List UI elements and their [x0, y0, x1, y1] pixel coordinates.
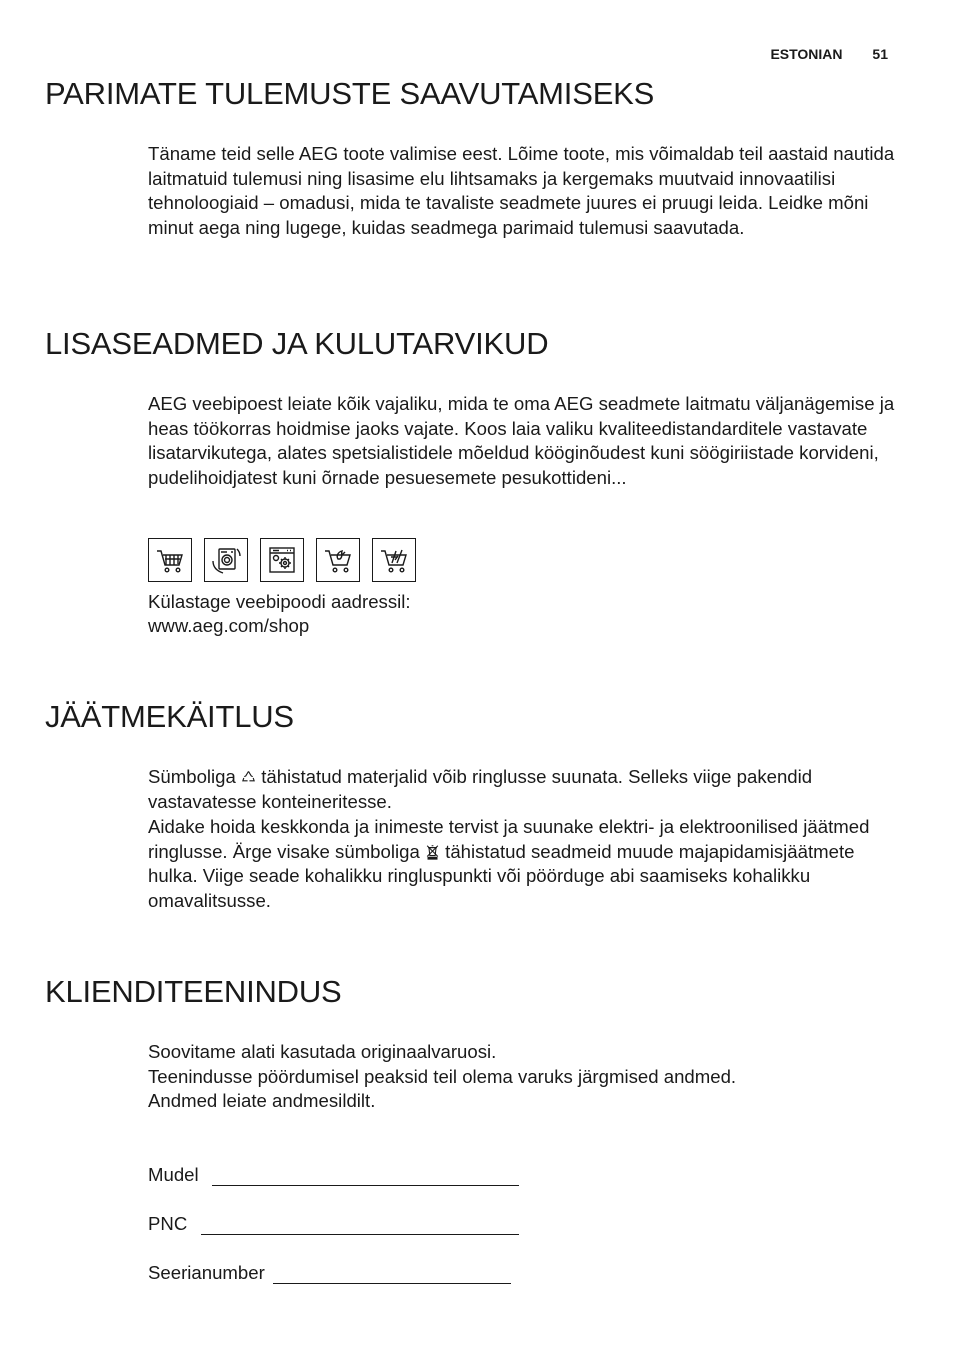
model-field-label: Mudel [148, 1164, 199, 1185]
disposal-p1-end: tähistatud materjalid võib ringlusse suunata. Selleks viige pakendid vastavatesse konteineritesse. [148, 766, 813, 812]
service-line-3: Andmed leiate andmesildilt. [148, 1090, 376, 1111]
serial-number-field-label: Seerianumber [148, 1262, 265, 1283]
language-label: ESTONIAN [770, 46, 843, 62]
pnc-field[interactable] [148, 1213, 519, 1235]
accessories-paragraph: AEG veebipoest leiate kõik vajaliku, mida te oma AEG seadmete laitmatu väljanägemise ja heas töökorras hoidmise jaoks vajate. Koos laia valiku kvaliteedistandarditele vastavate lisatarvikutega, alates spetsialistidele mõeldud kööginõudest kuni söögiriistade korvideni, pudelihoidjatest kuni õrnade pesuesemete pesukottideni... [148, 393, 895, 488]
section-title-accessories: LISASEADMED JA KULUTARVIKUD [45, 326, 549, 361]
shop-url-link[interactable]: www.aeg.com/shop [148, 615, 310, 636]
crossed-bin-icon [425, 844, 440, 860]
disposal-p2-end: tähistatud seadmeid muude majapidamisjäätmete hulka. Viige seade kohalikku ringluspunkti või pöörduge abi saamiseks kohalikku omavalitsusse. [148, 840, 855, 911]
model-field[interactable] [148, 1164, 519, 1186]
page-number: 51 [872, 46, 888, 62]
section-title-customer-service: KLIENDITEENINDUS [45, 974, 342, 1009]
serial-number-field[interactable] [148, 1262, 511, 1284]
section-title-disposal: JÄÄTMEKÄITLUS [45, 699, 294, 734]
disposal-paragraph-1 [148, 765, 898, 814]
cart-bottle-icon [316, 538, 360, 582]
oven-gear-icon [260, 538, 304, 582]
disposal-paragraph-2 [148, 815, 898, 913]
intro-paragraph: Täname teid selle AEG toote valimise eest. Lõime toote, mis võimaldab teil aastaid nautida laitmatuid tulemusi ning lisasime elu lihtsamaks ja kergemaks muutvaid innovaatilisi tehnoloogiaid – omadusi, mida te tavaliste seadmete juures ei pruugi leida. Leidke mõni minut aega ning lugege, kuidas seadmega parimaid tulemusi saavutada. [148, 143, 895, 238]
serial-number-field-line[interactable] [273, 1265, 511, 1284]
pnc-field-line[interactable] [201, 1216, 519, 1235]
model-field-line[interactable] [212, 1167, 519, 1186]
shop-visit-text: Külastage veebipoodi aadressil: [148, 591, 411, 612]
section-title-best-results: PARIMATE TULEMUSTE SAAVUTAMISEKS [45, 76, 655, 111]
shopping-cart-icon [148, 538, 192, 582]
disposal-p1-start: Sümboliga [148, 766, 236, 787]
service-line-2: Teenindusse pöördumisel peaksid teil olema varuks järgmised andmed. [148, 1066, 737, 1087]
page-header [770, 46, 888, 62]
washing-machine-icon [204, 538, 248, 582]
recycle-icon [241, 769, 256, 785]
disposal-p2-start: Aidake hoida keskkonda ja inimeste tervist ja suunake elektri- ja elektroonilised jäätmed ringlusse. Ärge visake sümboliga [148, 816, 870, 862]
pnc-field-label: PNC [148, 1213, 188, 1234]
cart-tools-icon [372, 538, 416, 582]
service-line-1: Soovitame alati kasutada originaalvaruosi. [148, 1041, 497, 1062]
shop-icons-row [148, 538, 416, 582]
